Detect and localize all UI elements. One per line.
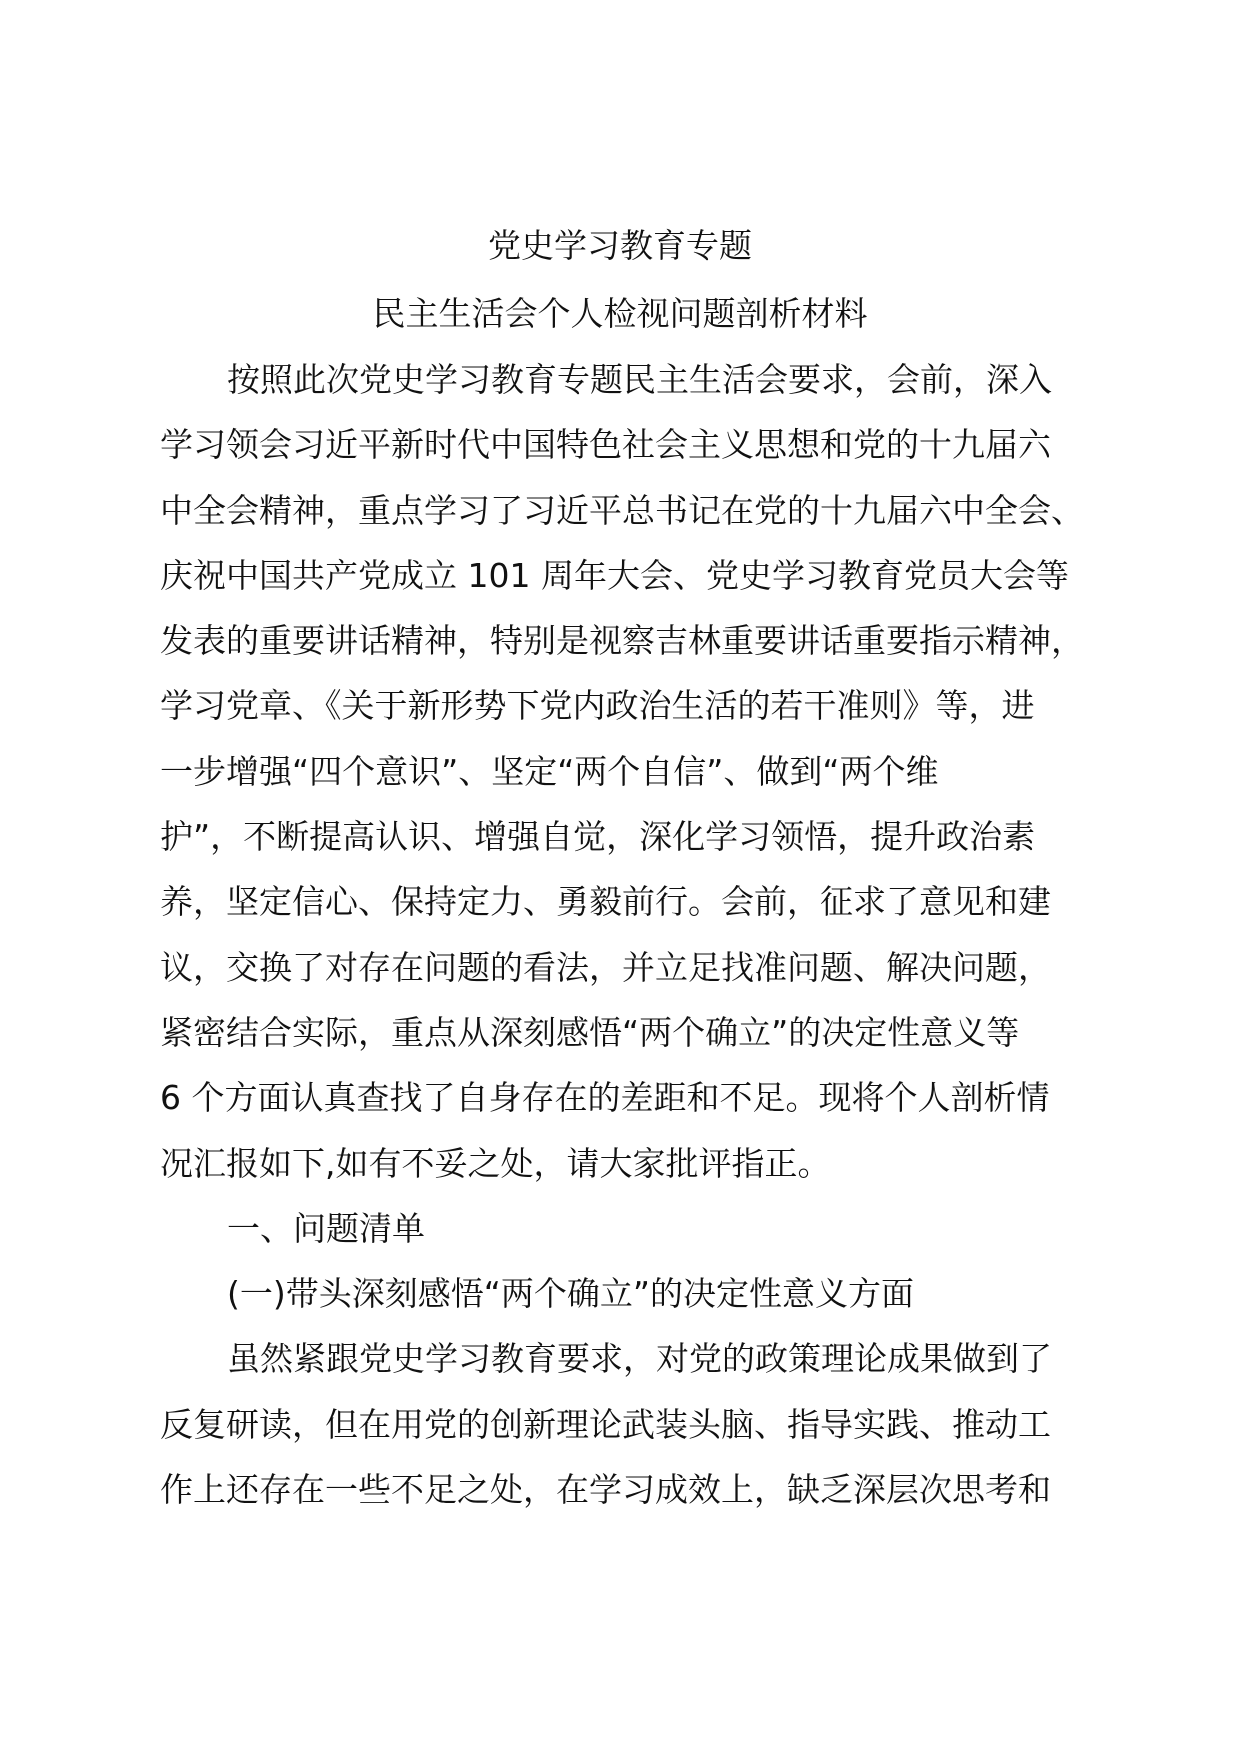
document-title: 党史学习教育专题 [488,226,752,265]
paragraph-line: 庆祝中国共产党成立 101 周年大会、党史学习教育党员大会等 [160,555,1069,595]
paragraph-line: 按照此次党史学习教育专题民主生活会要求，会前，深入 [227,360,1052,399]
paragraph-line: 发表的重要讲话精神，特别是视察吉林重要讲话重要指示精神， [160,621,1084,661]
paragraph-line: 6 个方面认真查找了自身存在的差距和不足。现将个人剖析情 [160,1078,1050,1118]
section-heading: 一、问题清单 [227,1208,425,1248]
document-body [160,360,1084,1535]
paragraph-line: 紧密结合实际，重点从深刻感悟“两个确立”的决定性意义等 [160,1012,1020,1052]
paragraph-line: 学习党章、《关于新形势下党内政治生活的若干准则》等，进 [160,686,1035,726]
paragraph-line: 况汇报如下,如有不妥之处，请大家批评指正。 [160,1143,831,1183]
paragraph-line: 养，坚定信心、保持定力、勇毅前行。会前，征求了意见和建 [160,882,1051,922]
paragraph-line: 中全会精神，重点学习了习近平总书记在党的十九届六中全会、 [160,490,1084,530]
paragraph-line: 虽然紧跟党史学习教育要求，对党的政策理论成果做到了 [227,1339,1052,1379]
paragraph-line: 学习领会习近平新时代中国特色社会主义思想和党的十九届六 [160,425,1051,465]
paragraph-line: 反复研读，但在用党的创新理论武装头脑、指导实践、推动工 [160,1404,1051,1444]
paragraph-line: 护”，不断提高认识、增强自觉，深化学习领悟，提升政治素 [160,817,1036,857]
paragraph-line: 议，交换了对存在问题的看法，并立足找准问题、解决问题， [160,947,1051,987]
document-subtitle: 民主生活会个人检视问题剖析材料 [372,294,868,333]
subsection-heading: (一)带头深刻感悟“两个确立”的决定性意义方面 [227,1274,914,1314]
paragraph-line: 作上还存在一些不足之处，在学习成效上，缺乏深层次思考和 [160,1470,1051,1510]
paragraph-line: 一步增强“四个意识”、坚定“两个自信”、做到“两个维 [160,751,939,791]
